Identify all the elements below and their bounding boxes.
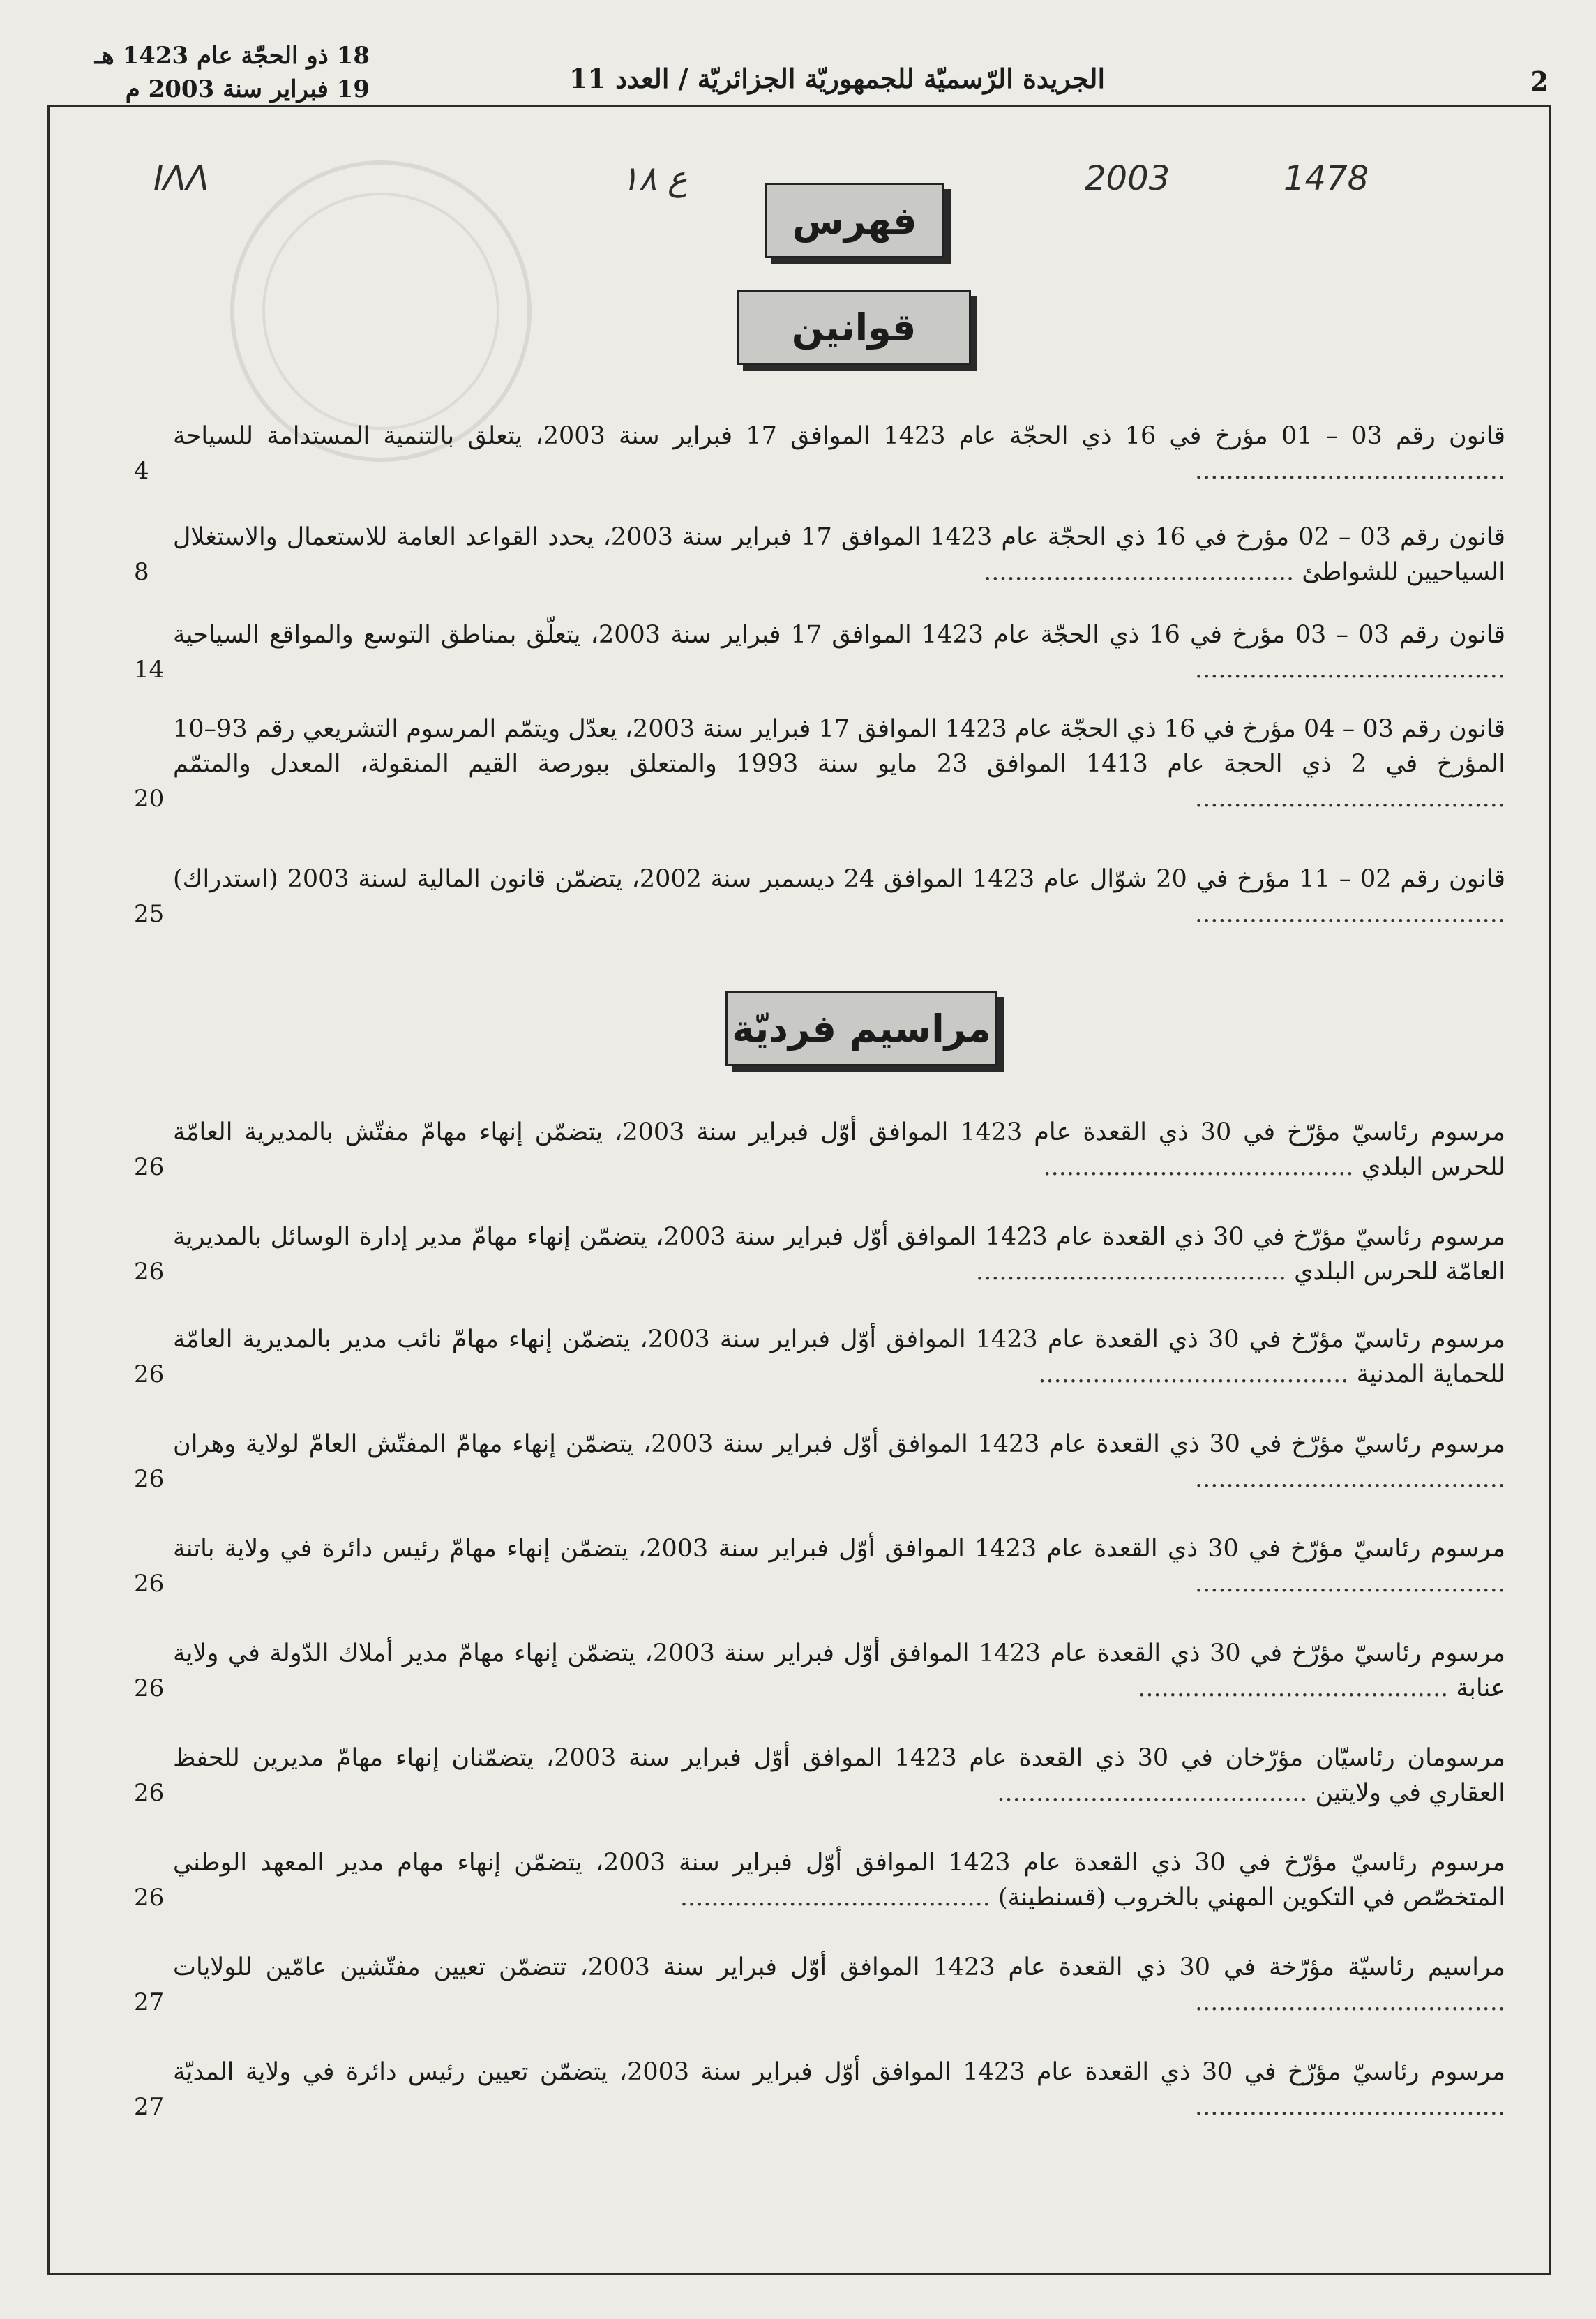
handwritten-year: 2003 (1085, 159, 1170, 198)
handwritten-note-center: ع ١٨ (621, 159, 688, 198)
decree-entry (134, 1219, 1506, 1289)
handwritten-note-left: ΙΛΛ (153, 159, 209, 198)
law-title: قانون رقم 02 – 11 مؤرخ في 20 شوّال عام 1423 الموافق 24 ديسمبر سنة 2002، يتضمّن قانون المالية لسنة 2003 (استدراك) (173, 865, 1505, 893)
law-entry (134, 419, 1505, 488)
dot-leader: ........................................ (997, 1779, 1316, 1807)
decree-page-number: 26 (134, 1258, 165, 1286)
decree-title: مرسوم رئاسيّ مؤرّخ في 30 ذي القعدة عام 1423 الموافق أوّل فبراير سنة 2003، يتضمّن إنهاء مهام مدير المعهد الوطني المتخصّص في التكوين المهني بالخروب (قسنطينة) (173, 1849, 1505, 1912)
decree-entry-text (173, 1636, 1505, 1706)
law-title: قانون رقم 03 – 04 مؤرخ في 16 ذي الحجّة عام 1423 الموافق 17 فبراير سنة 2003، يعدّل ويتمّم المرسوم التشريعي رقم 93–10 المؤرخ في 2 ذي الحجة عام 1413 الموافق 23 مايو سنة 1993 والمتعلق ببورصة القيم المنقولة، المعدل والمتمّم (173, 715, 1506, 778)
decree-page-number: 26 (134, 1153, 165, 1181)
decree-entry (134, 1950, 1506, 2020)
dot-leader: ........................................ (1194, 1988, 1505, 2016)
decree-entry (134, 1636, 1505, 1706)
dot-leader: ........................................ (1038, 1360, 1357, 1388)
dot-leader: ........................................ (679, 1884, 998, 1912)
dot-leader: ........................................ (1043, 1153, 1362, 1181)
decree-page-number: 27 (134, 2093, 165, 2121)
decree-title: مرسوم رئاسيّ مؤرّخ في 30 ذي القعدة عام 1423 الموافق أوّل فبراير سنة 2003، يتضمّن إنهاء مهامّ رئيس دائرة في ولاية باتنة (173, 1535, 1505, 1563)
law-title: قانون رقم 03 – 01 مؤرخ في 16 ذي الحجّة عام 1423 الموافق 17 فبراير سنة 2003، يتعلق بالتنمية المستدامة للسياحة (173, 422, 1505, 450)
page-header (49, 27, 1549, 107)
law-title: قانون رقم 03 – 02 مؤرخ في 16 ذي الحجّة عام 1423 الموافق 17 فبراير سنة 2003، يحدد القواعد العامة للاستعمال والاستغلال السياحيين للشواطئ (173, 523, 1505, 586)
decree-title: مرسومان رئاسيّان مؤرّخان في 30 ذي القعدة عام 1423 الموافق أوّل فبراير سنة 2003، يتضمّنان إنهاء مهامّ مديرين للحفظ العقاري في ولايتين (173, 1744, 1505, 1807)
decree-entry-text (173, 1427, 1505, 1496)
dot-leader: ........................................ (1194, 656, 1505, 684)
index-heading: فهرس (765, 183, 944, 258)
decree-title: مرسوم رئاسيّ مؤرّخ في 30 ذي القعدة عام 1423 الموافق أوّل فبراير سنة 2003، يتضمّن إنهاء مهامّ مدير أملاك الدّولة في ولاية عنابة (173, 1639, 1505, 1702)
hijri-date: 18 ذو الحجّة عام 1423 هـ (94, 42, 370, 70)
dot-leader: ........................................ (984, 558, 1302, 586)
decree-title: مرسوم رئاسيّ مؤرّخ في 30 ذي القعدة عام 1423 الموافق أوّل فبراير سنة 2003، يتضمّن إنهاء مهامّ مدير إدارة الوسائل بالمديرية العامّة للحرس البلدي (173, 1223, 1506, 1286)
dot-leader: ........................................ (1194, 1570, 1505, 1598)
dot-leader: ........................................ (1194, 1465, 1505, 1493)
dot-leader: ........................................ (1138, 1674, 1456, 1702)
decree-entry-text (173, 1219, 1505, 1289)
law-entry-text (173, 419, 1505, 488)
law-entry-text (173, 862, 1505, 931)
decree-entry (134, 1741, 1505, 1810)
page-number: 2 (1530, 66, 1549, 97)
decree-entry (134, 2055, 1505, 2124)
issue-dates (49, 39, 370, 106)
gregorian-date: 19 فبراير سنة 2003 م (125, 75, 370, 103)
law-page-number: 8 (134, 558, 149, 586)
decree-entry (134, 1322, 1505, 1392)
decree-title: مرسوم رئاسيّ مؤرّخ في 30 ذي القعدة عام 1423 الموافق أوّل فبراير سنة 2003، يتضمّن إنهاء مهامّ المفتّش العامّ لولاية وهران (173, 1430, 1505, 1458)
decree-entry (134, 1531, 1505, 1601)
law-entry (134, 617, 1505, 687)
journal-title: الجريدة الرّسميّة للجمهوريّة الجزائريّة / العدد 11 (569, 63, 1106, 94)
decree-entry (134, 1845, 1505, 1915)
law-page-number: 4 (134, 457, 149, 485)
decree-page-number: 27 (134, 1988, 165, 2016)
law-title: قانون رقم 03 – 03 مؤرخ في 16 ذي الحجّة عام 1423 الموافق 17 فبراير سنة 2003، يتعلّق بمناطق التوسع والمواقع السياحية (173, 621, 1505, 649)
decrees-heading: مراسيم فرديّة (725, 991, 998, 1066)
decree-page-number: 26 (134, 1884, 165, 1912)
dot-leader: ........................................ (1194, 785, 1505, 813)
decree-entry-text (173, 2055, 1505, 2124)
law-page-number: 14 (134, 656, 165, 684)
decree-page-number: 26 (134, 1360, 165, 1388)
decree-entry-text (173, 1322, 1505, 1392)
decree-title: مرسوم رئاسيّ مؤرّخ في 30 ذي القعدة عام 1423 الموافق أوّل فبراير سنة 2003، يتضمّن إنهاء مهامّ نائب مدير بالمديرية العامّة للحماية المدنية (173, 1326, 1505, 1388)
decree-title: مرسوم رئاسيّ مؤرّخ في 30 ذي القعدة عام 1423 الموافق أوّل فبراير سنة 2003، يتضمّن إنهاء مهامّ مفتّش بالمديرية العامّة للحرس البلدي (173, 1118, 1505, 1181)
decree-title: مراسيم رئاسيّة مؤرّخة في 30 ذي القعدة عام 1423 الموافق أوّل فبراير سنة 2003، تتضمّن تعيين مفتّشين عامّين للولايات (173, 1953, 1506, 1981)
law-page-number: 25 (134, 900, 165, 928)
dot-leader: ........................................ (1194, 457, 1505, 485)
decree-entry-text (173, 1115, 1505, 1185)
law-entry (134, 712, 1506, 816)
dot-leader: ........................................ (975, 1258, 1295, 1286)
law-entry-text (173, 520, 1505, 590)
dot-leader: ........................................ (1194, 2093, 1505, 2121)
law-entry-text (173, 617, 1505, 687)
law-entry-text (173, 712, 1505, 816)
dot-leader: ........................................ (1194, 900, 1505, 928)
decree-entry-text (173, 1531, 1505, 1601)
law-page-number: 20 (134, 785, 165, 813)
laws-heading: قوانين (737, 290, 971, 365)
decree-title: مرسوم رئاسيّ مؤرّخ في 30 ذي القعدة عام 1423 الموافق أوّل فبراير سنة 2003، يتضمّن تعيين رئيس دائرة في ولاية المديّة (173, 2058, 1505, 2086)
handwritten-number: 1478 (1283, 159, 1369, 198)
decree-page-number: 26 (134, 1570, 165, 1598)
decree-entry-text (173, 1741, 1505, 1810)
decree-entry (134, 1115, 1505, 1185)
decree-entry (134, 1427, 1505, 1496)
law-entry (134, 862, 1505, 931)
decree-page-number: 26 (134, 1674, 165, 1702)
decree-page-number: 26 (134, 1465, 165, 1493)
decree-page-number: 26 (134, 1779, 165, 1807)
decree-entry-text (173, 1950, 1505, 2020)
law-entry (134, 520, 1505, 590)
decree-entry-text (173, 1845, 1505, 1915)
